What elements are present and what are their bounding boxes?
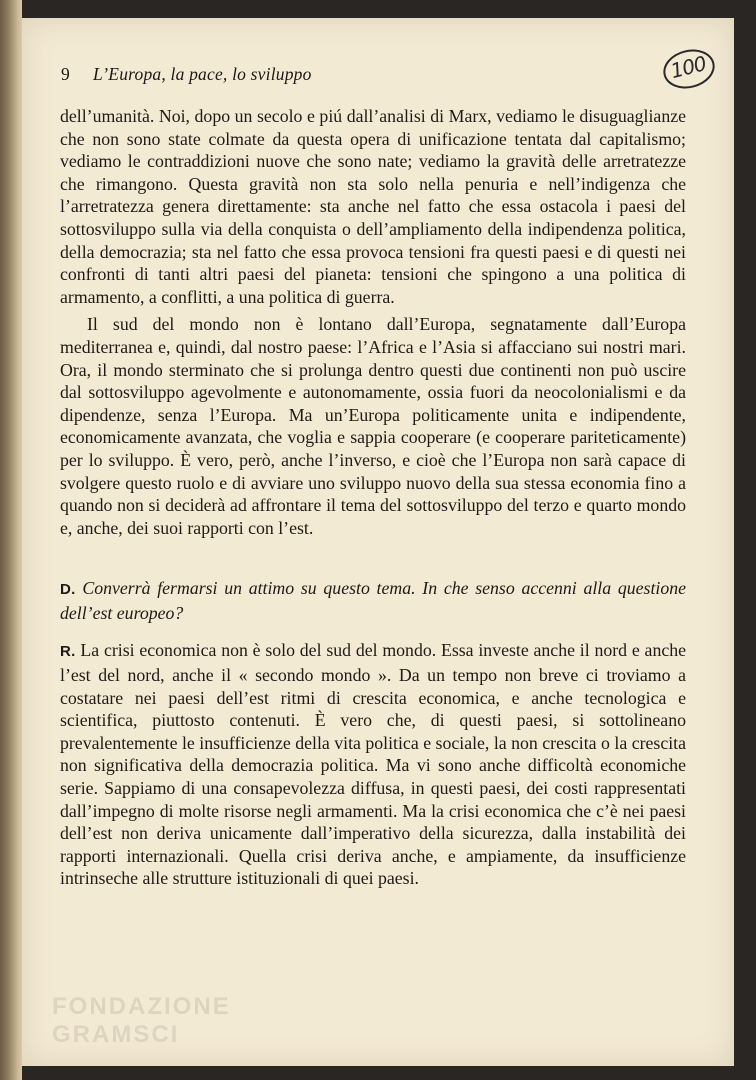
stamp-number: 100 [668,51,709,84]
question-text: Converrà fermarsi un attimo su questo tema. In che senso accenni alla questione dell’est europeo? [60,578,687,623]
book-spine-edge [0,0,22,1080]
main-text [60,105,686,890]
watermark-line-2: GRAMSCI [52,1021,180,1048]
paragraph-2: Il sud del mondo non è lontano dall’Europa, segnatamente dall’Europa mediterranea e, quindi, dal nostro paese: l’Africa e l’Asia si affacciano sui nostri mari. Ora, il mondo sterminato che si prolunga dentro questi due continenti non può uscire dal sottosviluppo agevolmente e autonomamente, ossia fuori da neocolonialismi e da dipendenze, senza l’Europa. Ma un’Europa politicamente unita e indipendente, economicamente avanzata, che voglia e sappia cooperare (e cooperare pariteticamente) per lo sviluppo. È vero, però, anche l’inverso, e cioè che l’Europa non sarà capace di svolgere questo ruolo e di avviare uno sviluppo nuovo della sua stessa economia fino a quando non si deciderà ad affrontare il tema del sottosviluppo del terzo e quarto mondo e, anche, dei suoi rapporti con l’est. [60,314,686,538]
paragraph-1: dell’umanità. Noi, dopo un secolo e piú dall’analisi di Marx, vediamo le disuguaglianze che non sono state colmate da questa opera di unificazione tentata dal capitalismo; vediamo le contraddizioni nuove che sono nate; vediamo la gravità delle arretratezze che rimangono. Questa gravità non sta solo nella penuria e nell’indigenza che l’arretratezza genera direttamente: sta anche nel fatto che essa ostacola i paesi del sottosviluppo sulla via della conquista o dell’ampliamento della indipendenza politica, della democrazia; sta nel fatto che essa provoca tensioni fra questi paesi e di questi nei confronti di tanti altri paesi del pianeta: tensioni che spingono a una politica di armamento, a conflitti, a una politica di guerra. [60,106,686,307]
answer-marker: R. [60,643,76,661]
book-page [22,18,734,1066]
answer-text: La crisi economica non è solo del sud del mondo. Essa investe anche il nord e anche l’est del nord, anche il « secondo mondo ». Da un tempo non breve ci troviamo a costatare nei paesi dell’est ritmi di crescita economica, e anche tecnologica e scientifica, piuttosto contenuti. È vero che, di questi paesi, si sottolineano prevalentemente le insufficienze della vita politica e sociale, la non crescita o la crescita non significativa della democrazia politica. Ma vi sono anche difficoltà economiche serie. Sappiamo di una consapevolezza diffusa, in questi paesi, dei costi rappresentati dall’impegno di molte risorse negli armamenti. Ma la crisi economica che c’è nei paesi dell’est non deriva unicamente dall’imperativo della sicurezza, dalla instabilità dei rapporti internazionali. Quella crisi deriva anche, e ampiamente, da insufficienze intrinseche alle strutture istituzionali di quei paesi. [60,640,687,889]
page-number: 9 [61,64,70,84]
question-marker: D. [60,581,76,599]
watermark-line-1: FONDAZIONE [52,993,231,1020]
question-block [60,577,686,624]
answer-block [60,639,686,890]
library-watermark [52,993,262,1073]
running-header [61,64,701,85]
running-title: L’Europa, la pace, lo sviluppo [93,64,312,84]
archive-stamp [659,44,719,93]
